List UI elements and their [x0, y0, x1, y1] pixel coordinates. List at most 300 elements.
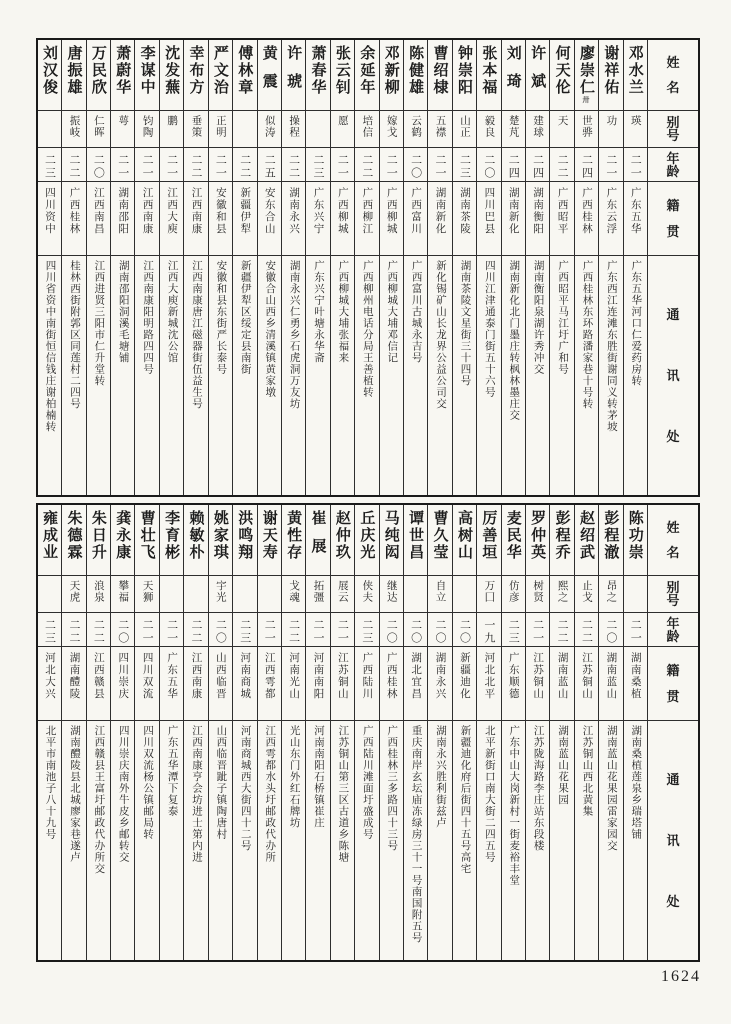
alias-cell [550, 110, 573, 147]
native-place-cell [209, 181, 232, 255]
person-address: 光山东门外红石牌坊 [288, 725, 300, 829]
name-cell [306, 505, 329, 575]
native-place-cell [233, 181, 256, 255]
person-address: 湖南蓝山花果园 [557, 725, 569, 806]
person-name: 龚永康 [114, 510, 131, 561]
alias-cell [599, 575, 622, 612]
name-annotation: 卅 [581, 96, 590, 103]
native-place-cell [355, 181, 378, 255]
person-name: 谢天寿 [260, 510, 277, 561]
person-address: 广西桂林三多路四十三号 [386, 725, 398, 852]
name-cell [624, 40, 647, 110]
person-name: 萧春华 [309, 45, 326, 96]
native-place-cell [355, 646, 378, 720]
person-address: 广东兴宁叶塘永华斋 [313, 260, 325, 364]
person-name: 马纯闳 [382, 510, 399, 561]
person-alias: 嫁戈 [385, 115, 397, 138]
person-age: 二二 [189, 154, 202, 180]
age-cell [355, 147, 378, 181]
person-alias: 正明 [214, 115, 226, 138]
address-cell [355, 720, 378, 960]
alias-cell [355, 575, 378, 612]
native-place-cell [258, 181, 281, 255]
address-cell [62, 255, 85, 495]
person-column [305, 40, 329, 495]
alias-cell [111, 110, 134, 147]
age-cell [404, 612, 427, 646]
person-column [110, 40, 134, 495]
address-cell [453, 720, 476, 960]
person-name: 陈健雄 [407, 45, 424, 96]
alias-cell [87, 575, 110, 612]
address-cell [526, 255, 549, 495]
address-cell [111, 720, 134, 960]
name-cell [111, 40, 134, 110]
person-column [427, 40, 451, 495]
native-place-cell [62, 181, 85, 255]
alias-cell [526, 575, 549, 612]
person-name: 钟崇阳 [455, 45, 472, 96]
address-cell [184, 255, 207, 495]
native-place-cell [209, 646, 232, 720]
person-age: 二三 [43, 619, 56, 645]
person-address: 江西大庾新城沈公馆 [166, 260, 178, 364]
person-native-place: 湖南新化 [507, 187, 519, 235]
address-cell [624, 720, 647, 960]
person-native-place: 江苏铜山 [336, 652, 348, 700]
person-age: 二四 [507, 154, 520, 180]
person-name: 沈发蕪 [163, 45, 180, 96]
native-place-cell [404, 181, 427, 255]
name-cell [550, 40, 573, 110]
person-alias: 天虎 [68, 580, 80, 603]
person-column [159, 40, 183, 495]
person-column [330, 40, 354, 495]
person-age: 二一 [141, 619, 154, 645]
person-address: 湖南永兴胜利街兹卢 [435, 725, 447, 829]
person-age: 二二 [287, 619, 300, 645]
person-name: 李育彬 [163, 510, 180, 561]
native-place-cell [599, 646, 622, 720]
alias-cell [184, 575, 207, 612]
person-native-place: 广西昭平 [556, 187, 568, 235]
person-address: 广西富川古城永吉号 [410, 260, 422, 364]
person-column [110, 505, 134, 960]
name-cell [331, 505, 354, 575]
person-native-place: 湖南新化 [434, 187, 446, 235]
name-cell [355, 40, 378, 110]
name-cell [160, 505, 183, 575]
alias-cell [111, 575, 134, 612]
person-native-place: 广东五华 [629, 187, 641, 235]
alias-cell [62, 110, 85, 147]
native-place-cell [135, 646, 158, 720]
person-age: 二一 [531, 619, 544, 645]
person-name: 许琥 [285, 45, 302, 101]
native-place-cell [184, 181, 207, 255]
address-cell [575, 255, 598, 495]
person-name: 赖敏朴 [187, 510, 204, 561]
person-name: 洪鸣翔 [236, 510, 253, 561]
alias-cell [282, 110, 305, 147]
name-cell [184, 505, 207, 575]
person-address: 湖南衡阳泉湖许秀冲交 [532, 260, 544, 375]
native-place-cell [526, 646, 549, 720]
age-cell [160, 147, 183, 181]
person-age: 二〇 [482, 154, 495, 180]
person-column [574, 40, 598, 495]
alias-cell [62, 575, 85, 612]
person-name: 张云钊 [333, 45, 350, 96]
person-address: 江苏陇海路李庄站东段楼 [532, 725, 544, 852]
native-place-cell [135, 181, 158, 255]
person-address: 广西昭平马江圩广和号 [557, 260, 569, 375]
person-alias: 仁晖 [92, 115, 104, 138]
address-cell [550, 720, 573, 960]
person-address: 江西南康唐江磁器街伍益生号 [190, 260, 202, 410]
person-name: 彭程乔 [553, 510, 570, 561]
person-name: 张本福 [480, 45, 497, 96]
person-address: 重庆南岸玄坛庙冻绿房三十一号南国附五号 [410, 725, 422, 944]
person-native-place: 广西柳江 [361, 187, 373, 235]
alias-cell [87, 110, 110, 147]
person-age: 二二 [287, 154, 300, 180]
name-cell [282, 505, 305, 575]
person-native-place: 广东云浮 [605, 187, 617, 235]
alias-cell [184, 110, 207, 147]
name-cell [428, 505, 451, 575]
address-cell [258, 720, 281, 960]
person-name: 朱日升 [89, 510, 106, 561]
name-cell [209, 505, 232, 575]
person-native-place: 湖南醴陵 [68, 652, 80, 700]
person-alias: 云鹤 [410, 115, 422, 138]
person-age: 二一 [336, 619, 349, 645]
address-cell [184, 720, 207, 960]
alias-cell [624, 575, 647, 612]
alias-cell [477, 575, 500, 612]
name-cell [502, 505, 525, 575]
address-cell [135, 720, 158, 960]
person-age: 二二 [67, 154, 80, 180]
age-cell [331, 612, 354, 646]
person-column [501, 40, 525, 495]
person-native-place: 四川双流 [141, 652, 153, 700]
native-place-cell [306, 181, 329, 255]
age-cell [526, 147, 549, 181]
person-name: 罗仲英 [529, 510, 546, 561]
person-column [549, 505, 573, 960]
person-age: 二〇 [385, 619, 398, 645]
alias-cell [575, 110, 598, 147]
native-place-cell [160, 646, 183, 720]
person-alias: 操程 [288, 115, 300, 138]
age-cell [428, 147, 451, 181]
person-age: 二〇 [116, 619, 129, 645]
name-cell [87, 505, 110, 575]
person-native-place: 广西柳城 [385, 187, 397, 235]
header-column [647, 505, 698, 960]
person-column [257, 505, 281, 960]
person-name: 崔展 [309, 510, 326, 566]
address-cell [477, 720, 500, 960]
address-cell [233, 255, 256, 495]
address-cell [599, 720, 622, 960]
person-age: 二二 [92, 619, 105, 645]
person-column [598, 505, 622, 960]
native-place-cell [502, 181, 525, 255]
native-place-cell [477, 181, 500, 255]
native-place-cell [160, 181, 183, 255]
person-name: 何天伦 [553, 45, 570, 96]
address-cell [355, 255, 378, 495]
person-age: 二二 [238, 154, 251, 180]
alias-cell [624, 110, 647, 147]
person-name: 赵绍武 [577, 510, 594, 561]
person-native-place: 安东合山 [263, 187, 275, 235]
alias-cell [404, 110, 427, 147]
person-name: 陈功崇 [626, 510, 643, 561]
alias-cell [453, 575, 476, 612]
person-age: 一九 [482, 619, 495, 645]
person-native-place: 河南光山 [288, 652, 300, 700]
address-cell [87, 720, 110, 960]
person-name: 傅林章 [236, 45, 253, 96]
person-age: 二一 [214, 154, 227, 180]
name-cell [526, 505, 549, 575]
native-place-cell [428, 181, 451, 255]
person-age: 二一 [116, 154, 129, 180]
person-native-place: 广西桂林 [385, 652, 397, 700]
person-name: 丘庆光 [358, 510, 375, 561]
person-name: 廖崇仁卅 [577, 45, 594, 103]
header-name: 姓 名 [666, 55, 680, 95]
person-address: 江苏铜山第三区古道乡陈塘 [337, 725, 349, 863]
person-native-place: 江西南康 [190, 187, 202, 235]
native-place-cell [624, 181, 647, 255]
person-native-place: 四川崇庆 [117, 652, 129, 700]
person-age: 二二 [556, 619, 569, 645]
person-alias: 毅良 [483, 115, 495, 138]
person-column [257, 40, 281, 495]
alias-cell [331, 110, 354, 147]
person-age: 二一 [629, 619, 642, 645]
address-cell [160, 720, 183, 960]
person-alias: 瑛 [629, 115, 641, 127]
header-address: 通 讯 处 [648, 255, 698, 495]
age-cell [62, 612, 85, 646]
person-name: 曹绍棣 [431, 45, 448, 96]
person-native-place: 湖南桑植 [629, 652, 641, 700]
name-cell [502, 40, 525, 110]
name-cell [575, 40, 598, 110]
person-column [379, 40, 403, 495]
alias-cell [160, 575, 183, 612]
address-cell [380, 720, 403, 960]
address-cell [624, 255, 647, 495]
address-cell [282, 720, 305, 960]
age-cell [428, 612, 451, 646]
person-address: 广东五华潭下复泰 [166, 725, 178, 817]
person-alias: 天狮 [141, 580, 153, 603]
alias-cell [233, 575, 256, 612]
person-native-place: 广西陆川 [361, 652, 373, 700]
alias-cell [258, 110, 281, 147]
name-cell [380, 40, 403, 110]
age-cell [306, 612, 329, 646]
alias-cell [258, 575, 281, 612]
person-column [354, 505, 378, 960]
person-column [61, 505, 85, 960]
person-name: 邓水兰 [626, 45, 643, 96]
age-cell [38, 147, 61, 181]
alias-cell [575, 575, 598, 612]
person-native-place: 湖南蓝山 [556, 652, 568, 700]
person-name: 彭程澈 [602, 510, 619, 561]
person-address: 新化锡矿山长龙界公益公司交 [435, 260, 447, 410]
header-age: 年 龄 [648, 612, 698, 646]
person-column [427, 505, 451, 960]
name-cell [233, 505, 256, 575]
address-cell [502, 255, 525, 495]
person-native-place: 江西雩都 [263, 652, 275, 700]
name-cell [331, 40, 354, 110]
age-cell [160, 612, 183, 646]
alias-cell [135, 110, 158, 147]
age-cell [111, 612, 134, 646]
person-alias: 侠夫 [361, 580, 373, 603]
person-address: 广西陆川滩面圩盛成号 [361, 725, 373, 840]
person-column [476, 40, 500, 495]
person-name: 高树山 [455, 510, 472, 561]
name-cell [550, 505, 573, 575]
address-cell [62, 720, 85, 960]
person-address: 江西雩都水头圩邮政代办所 [264, 725, 276, 863]
person-column [183, 40, 207, 495]
address-cell [209, 255, 232, 495]
person-alias: 建球 [532, 115, 544, 138]
person-age: 二一 [604, 154, 617, 180]
alias-cell [282, 575, 305, 612]
name-cell [184, 40, 207, 110]
person-column [452, 505, 476, 960]
address-cell [502, 720, 525, 960]
address-cell [404, 720, 427, 960]
name-cell [453, 505, 476, 575]
person-alias: 世骅 [580, 115, 592, 138]
person-column [86, 505, 110, 960]
age-cell [575, 612, 598, 646]
native-place-cell [111, 646, 134, 720]
age-cell [306, 147, 329, 181]
person-address: 安徽合山西乡清溪镇黄家墩 [264, 260, 276, 398]
header-age: 年 龄 [648, 147, 698, 181]
age-cell [380, 612, 403, 646]
person-age: 二一 [336, 154, 349, 180]
alias-cell [38, 110, 61, 147]
person-name: 邓新柳 [382, 45, 399, 96]
person-native-place: 广西桂林 [68, 187, 80, 235]
native-place-cell [502, 646, 525, 720]
person-address: 湖南新化北门墨庄转枫林墨庄交 [508, 260, 520, 421]
address-cell [87, 255, 110, 495]
person-age: 二一 [312, 619, 325, 645]
person-column [232, 505, 256, 960]
person-alias: 浪泉 [92, 580, 104, 603]
header-native: 籍 贯 [648, 646, 698, 720]
person-address: 广西柳州电话分局王善植转 [361, 260, 373, 398]
person-name: 刘琦 [504, 45, 521, 101]
person-column [208, 505, 232, 960]
name-cell [306, 40, 329, 110]
address-cell [160, 255, 183, 495]
name-cell [38, 505, 61, 575]
person-column [525, 505, 549, 960]
address-cell [404, 255, 427, 495]
person-alias: 拓彊 [312, 580, 324, 603]
person-alias: 止戈 [580, 580, 592, 603]
native-place-cell [624, 646, 647, 720]
age-cell [624, 147, 647, 181]
person-native-place: 广西桂林 [580, 187, 592, 235]
person-address: 北平新街口南大街二四五号 [483, 725, 495, 863]
native-place-cell [282, 181, 305, 255]
alias-cell [599, 110, 622, 147]
person-address: 广东西江连滩东胜街谢同义转茅坡 [605, 260, 617, 433]
age-cell [624, 612, 647, 646]
name-cell [62, 40, 85, 110]
person-name: 唐振雄 [65, 45, 82, 96]
address-cell [331, 720, 354, 960]
age-cell [87, 147, 110, 181]
person-address: 广东中山大岗新村一街麦裕丰堂 [508, 725, 520, 886]
person-address: 山西临晋跐子镇陶唐村 [215, 725, 227, 840]
name-cell [428, 40, 451, 110]
name-cell [355, 505, 378, 575]
alias-cell [160, 110, 183, 147]
address-cell [428, 720, 451, 960]
person-alias: 熙之 [556, 580, 568, 603]
person-address: 江西赣县王富圩邮政代办所交 [93, 725, 105, 875]
person-alias: 五襟 [434, 115, 446, 138]
person-address: 四川崇庆南外牛皮乡邮转交 [117, 725, 129, 863]
alias-cell [306, 575, 329, 612]
person-alias: 继达 [385, 580, 397, 603]
person-age: 二五 [263, 154, 276, 180]
native-place-cell [184, 646, 207, 720]
person-age: 二〇 [409, 154, 422, 180]
age-cell [526, 612, 549, 646]
alias-cell [502, 110, 525, 147]
person-name: 严文治 [211, 45, 228, 96]
person-native-place: 新疆迪化 [458, 652, 470, 700]
person-age: 二一 [434, 154, 447, 180]
person-age: 二二 [360, 154, 373, 180]
age-cell [477, 612, 500, 646]
age-cell [355, 612, 378, 646]
person-age: 二二 [189, 619, 202, 645]
person-alias: 自立 [434, 580, 446, 603]
person-address: 湖南桑植莲泉乡瑞塔铺 [630, 725, 642, 840]
alias-cell [404, 575, 427, 612]
person-alias: 培信 [361, 115, 373, 138]
person-address: 广东五华河口仁爱药房转 [630, 260, 642, 387]
age-cell [282, 612, 305, 646]
name-cell [477, 505, 500, 575]
person-native-place: 湖南永兴 [288, 187, 300, 235]
name-cell [404, 505, 427, 575]
person-name: 朱德霖 [65, 510, 82, 561]
